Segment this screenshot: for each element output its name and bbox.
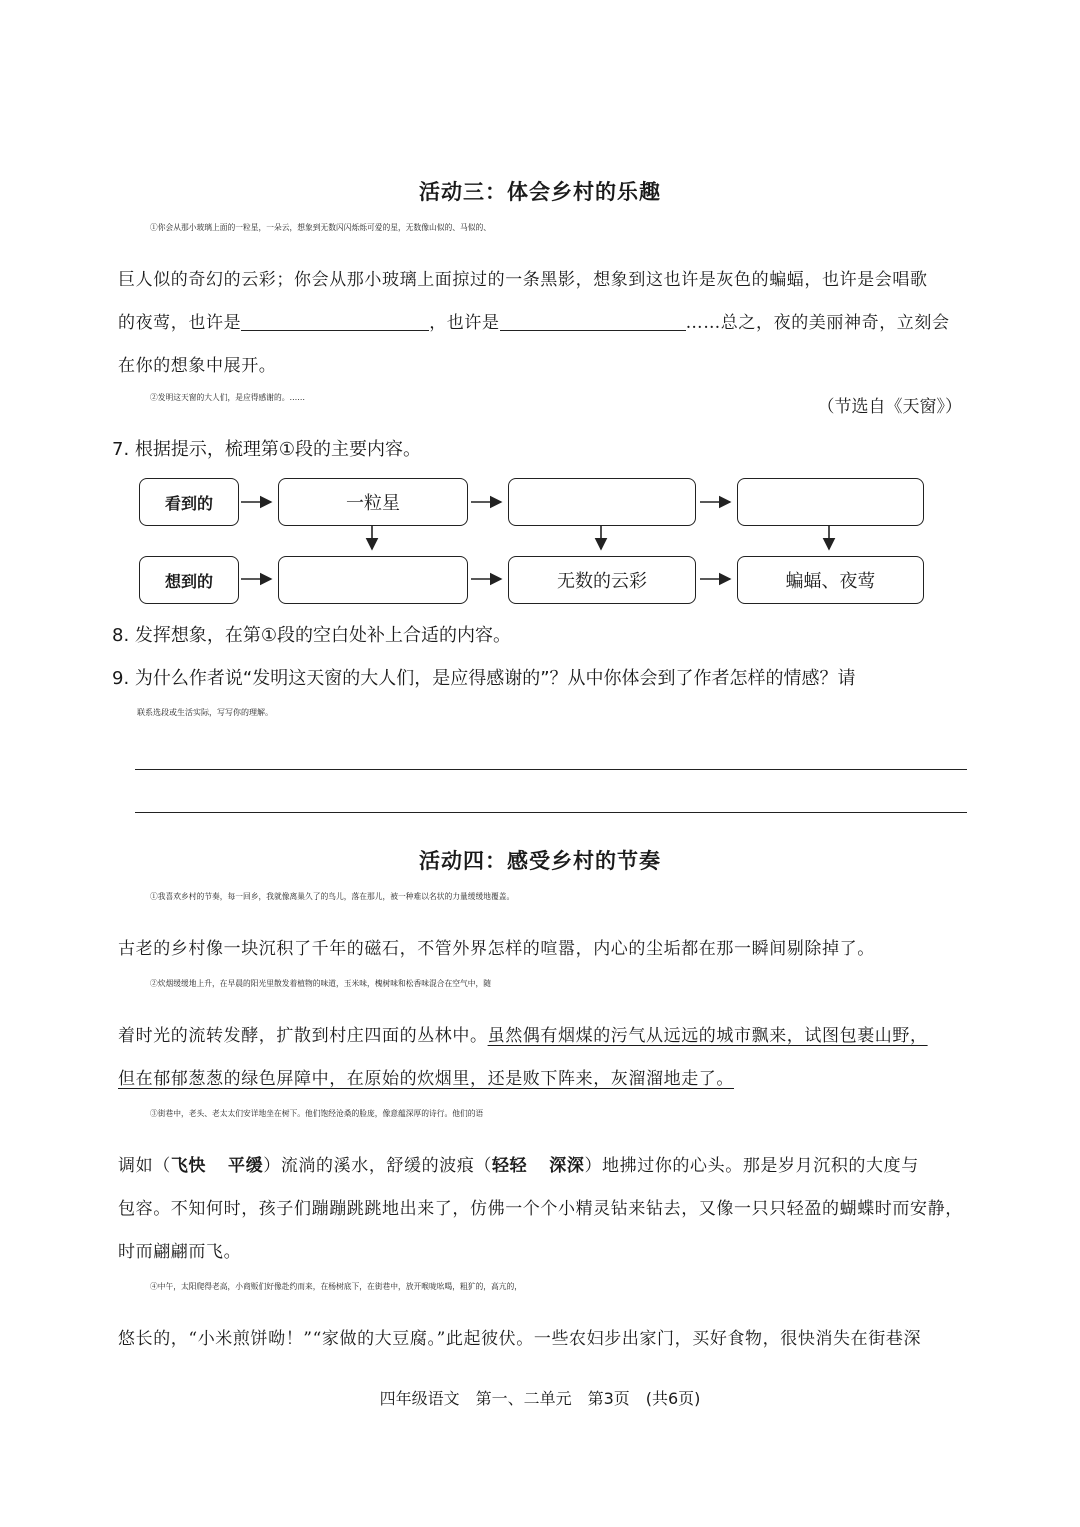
activity3-p1-line1: ①你会从那小玻璃上面的一粒星，一朵云，想象到无数闪闪烁烁可爱的星，无数像山似的、马似的、 [150,223,492,232]
activity3-p1-line2: 巨人似的奇幻的云彩；你会从那小玻璃上面掠过的一条黑影，想象到这也许是灰色的蝙蝠，也许是会唱歌 [118,270,928,290]
box-imagined-3[interactable]: 蝙蝠、夜莺 [737,556,924,604]
activity4-p2-line1: ②炊烟缓缓地上升，在早晨的阳光里散发着植物的味道，玉米味，槐树味和松香味混合在空气中，随 [150,979,492,988]
activity4-p2-line2 [118,1021,968,1046]
activity4-p1-line1: ①我喜欢乡村的节奏，每一回乡，我就像离巢久了的鸟儿，落在那儿，被一种难以名状的力量缓缓地覆盖。 [150,892,515,901]
label-seen: 看到的 [139,478,239,526]
box-seen-1[interactable]: 一粒星 [278,478,468,526]
choice-gentle[interactable]: 平缓 [228,1156,264,1176]
p3-line2-c: ）地拂过你的心头。那是岁月沉积的大度与 [584,1156,919,1176]
answer-line-1[interactable] [135,769,967,770]
activity4-p4-line1: ④中午，太阳爬得老高，小商贩们好像赴约而来，在杨树底下，在街巷中，放开喉咙吆喝，粗犷的，高亢的， [150,1282,523,1291]
choice-fast[interactable]: 飞快 [170,1156,207,1176]
choice-deep[interactable]: 深深 [549,1156,585,1176]
question-9-line2: 联系选段或生活实际，写写你的理解。 [137,708,273,717]
question-7: 7. 根据提示，梳理第①段的主要内容。 [112,439,422,460]
p2-line2-plain: 着时光的流转发酵，扩散到村庄四面的丛林中。 [118,1026,488,1046]
question-8: 8. 发挥想象，在第①段的空白处补上合适的内容。 [112,625,512,646]
choice-light[interactable]: 轻轻 [492,1156,528,1176]
p3-line2-a: 调如（ [118,1156,171,1176]
p2-line3-underlined: 但在郁郁葱葱的绿色屏障中，在原始的炊烟里，还是败下阵来，灰溜溜地走了。 [118,1069,734,1089]
label-imagined: 想到的 [139,556,239,604]
activity3-p2: ②发明这天窗的大人们，是应得感谢的。…… [150,393,306,402]
activity3-p1-line4: 在你的想象中展开。 [118,356,277,376]
activity4-p3-line4: 时而翩翩而飞。 [118,1242,242,1262]
p1-line3-a: 的夜莺，也许是 [118,313,242,333]
activity4-p3-line2 [118,1151,968,1176]
p1-line3-c: ……总之，夜的美丽神奇，立刻会 [685,313,950,333]
page-footer: 四年级语文 第一、二单元 第3页 (共6页) [379,1389,701,1408]
activity3-title: 活动三：体会乡村的乐趣 [419,180,661,204]
question-9-line1: 9. 为什么作者说“发明这天窗的大人们，是应得感谢的”？从中你体会到了作者怎样的情感？请 [112,668,856,689]
activity4-title: 活动四：感受乡村的节奏 [419,849,661,873]
p3-line2-b: ）流淌的溪水，舒缓的波痕（ [263,1156,493,1176]
p1-line3-b: ，也许是 [429,313,500,333]
activity4-p2-line3 [118,1064,968,1089]
box-imagined-2[interactable]: 无数的云彩 [508,556,696,604]
source-citation: （节选自《天窗》） [817,397,962,417]
activity4-p3-line3: 包容。不知何时，孩子们蹦蹦跳跳地出来了，仿佛一个个小精灵钻来钻去，又像一只只轻盈的蝴蝶时而安静， [118,1199,963,1219]
activity4-p1-line2: 古老的乡村像一块沉积了千年的磁石，不管外界怎样的喧嚣，内心的尘垢都在那一瞬间剔除掉了。 [118,939,875,959]
activity4-p3-line1: ③街巷中，老头、老太太们安详地坐在树下。他们饱经沧桑的脸庞，像意蕴深厚的诗行。他们的语 [150,1109,484,1118]
answer-line-2[interactable] [135,812,967,813]
activity4-p4-line2: 悠长的，“小米煎饼呦！”“家做的大豆腐。”此起彼伏。一些农妇步出家门，买好食物，很快消失在街巷深 [118,1329,922,1349]
p2-line2-underlined: 虽然偶有烟煤的污气从远远的城市飘来，试图包裹山野， [487,1026,928,1046]
